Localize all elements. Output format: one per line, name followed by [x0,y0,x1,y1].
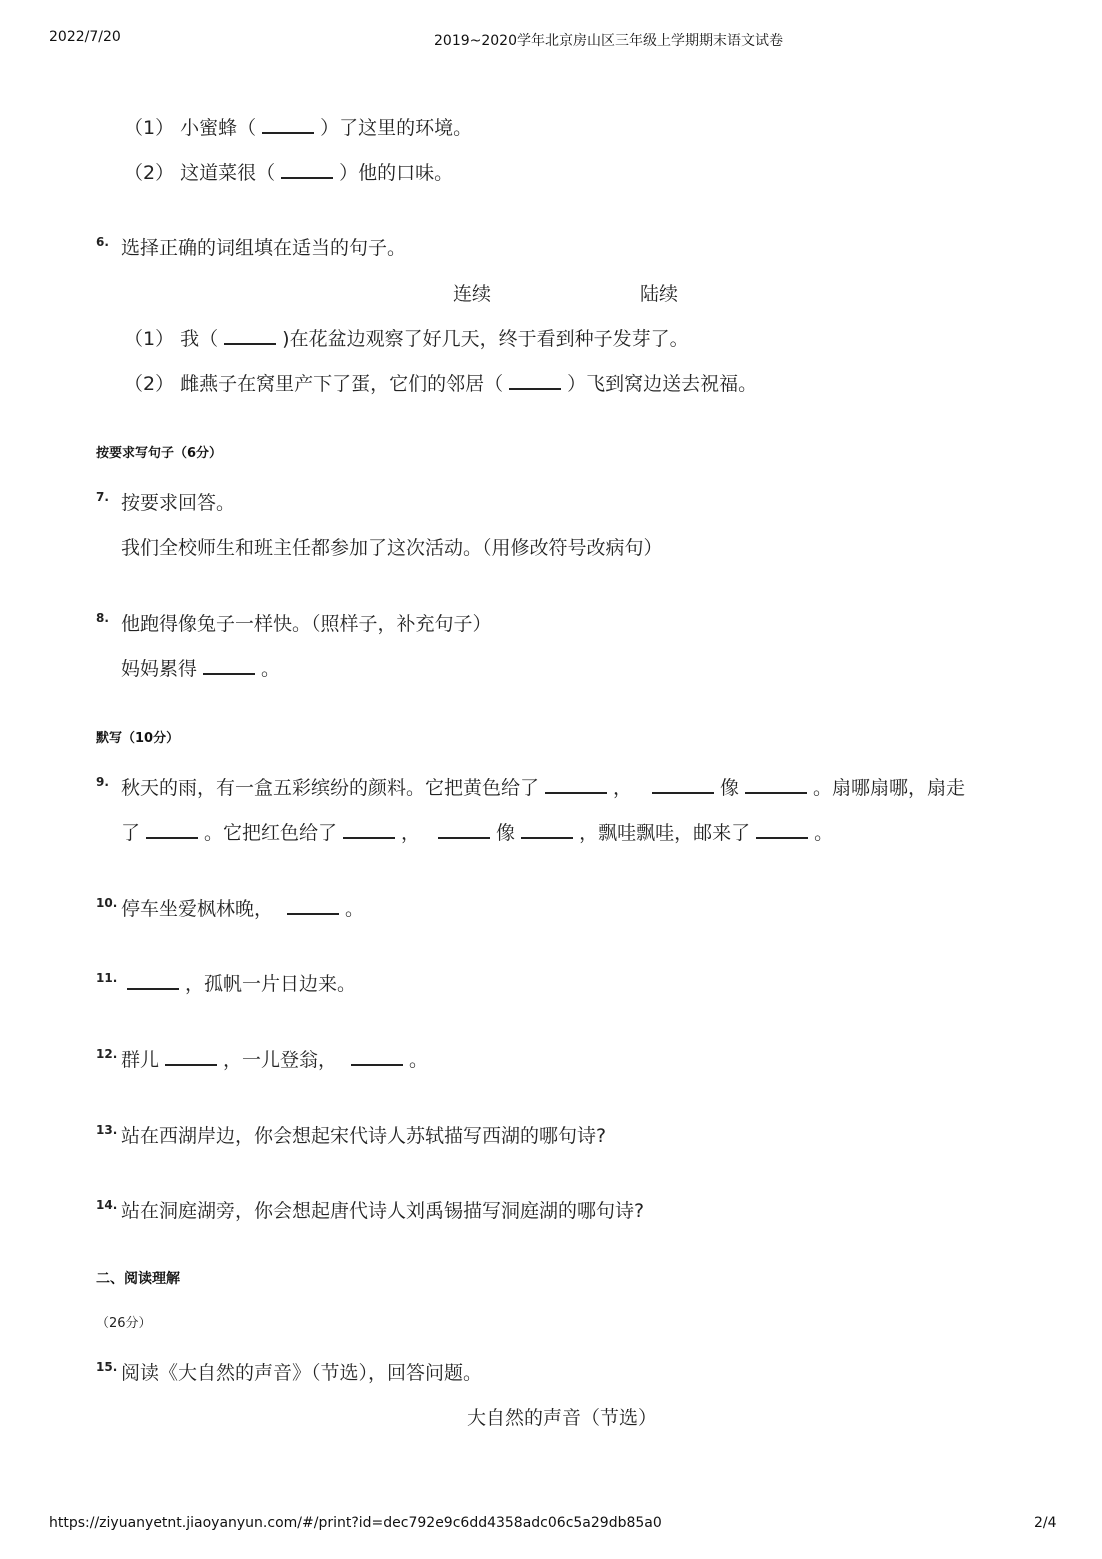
q6-prompt: 选择正确的词组填在适当的句子。 [121,237,407,259]
q9-blank-6[interactable] [438,823,490,839]
q5-item-1-text-b: ）了这里的环境。 [320,117,473,139]
q12-blank-1[interactable] [165,1050,217,1066]
q9-l1-text-b: ， [613,777,633,799]
q9-blank-7[interactable] [521,823,573,839]
q5-item-2-text-a: 这道菜很（ [180,162,276,184]
q9-l1-text-a: 秋天的雨，有一盒五彩缤纷的颜料。它把黄色给了 [121,777,540,799]
footer-url[interactable]: https://ziyuanyetnt.jiaoyanyun.com/#/print?id=dec792e9c6dd4358adc06c5a29db85a0 [49,1515,662,1531]
footer-page-number: 2/4 [1034,1515,1057,1531]
q5-item-1 [124,116,472,140]
q12-text-a: 群儿 [121,1049,160,1071]
q12-text-b: ，一儿登翁， [223,1049,338,1071]
q5-item-2-label: （2） [124,162,175,184]
q9-line-2 [121,821,833,845]
q15-prompt: 阅读《大自然的声音》（节选），回答问题。 [121,1362,483,1384]
section-heading-rewrite: 按要求写句子（6分） [96,446,223,461]
q6-option-1: 连续 [453,283,492,305]
q13-text: 站在西湖岸边，你会想起宋代诗人苏轼描写西湖的哪句诗? [121,1125,607,1147]
q11-number: 11. [96,971,118,985]
q6-item-1 [124,327,689,351]
q6-item-2-label: （2） [124,373,175,395]
q6-item-1-text-b: )在花盆边观察了好几天，终于看到种子发芽了。 [282,328,689,350]
q7-prompt: 按要求回答。 [121,492,236,514]
header-date: 2022/7/20 [49,29,121,45]
q9-blank-4[interactable] [146,823,198,839]
q5-item-2 [124,161,453,185]
q9-blank-5[interactable] [343,823,395,839]
q5-item-1-blank[interactable] [262,118,314,134]
q12-line [121,1048,428,1072]
q11-text-a: ，孤帆一片日边来。 [185,973,357,995]
q11-line [121,972,356,996]
q12-blank-2[interactable] [351,1050,403,1066]
q15-passage-title: 大自然的声音（节选） [467,1407,658,1429]
q8-text-b: 。 [261,658,281,680]
q5-item-1-text-a: 小蜜蜂（ [180,117,257,139]
q9-line-1 [121,776,965,800]
q6-item-2-text-a: 雌燕子在窝里产下了蛋，它们的邻居（ [180,373,504,395]
q8-number: 8. [96,611,109,625]
q6-item-1-text-a: 我（ [180,328,219,350]
section-reading-score: （26分） [96,1316,152,1331]
q6-number: 6. [96,235,109,249]
q10-text-a: 停车坐爱枫林晚， [121,898,274,920]
q6-item-1-blank[interactable] [224,329,276,345]
q9-blank-3[interactable] [745,778,807,794]
section-heading-reading: 二、阅读理解 [96,1271,180,1287]
q9-l2-text-a: 了 [121,822,141,844]
q9-number: 9. [96,775,109,789]
q8-prompt: 他跑得像兔子一样快。（照样子，补充句子） [121,613,492,635]
q9-blank-8[interactable] [756,823,808,839]
q10-blank[interactable] [287,899,339,915]
q9-l2-text-b: 。它把红色给了 [204,822,338,844]
q10-number: 10. [96,896,118,910]
q9-l2-text-d: 像 [496,822,516,844]
q12-text-c: 。 [409,1049,429,1071]
q12-number: 12. [96,1047,118,1061]
q9-l2-text-f: 。 [814,822,834,844]
q7-number: 7. [96,490,109,504]
q10-line [121,897,364,921]
q13-number: 13. [96,1123,118,1137]
q10-text-b: 。 [345,898,365,920]
q14-text: 站在洞庭湖旁，你会想起唐代诗人刘禹锡描写洞庭湖的哪句诗? [121,1200,645,1222]
q9-l1-text-d: 。扇哪扇哪，扇走 [813,777,966,799]
header-title: 2019~2020学年北京房山区三年级上学期期末语文试卷 [434,33,783,49]
q14-number: 14. [96,1198,118,1212]
q5-item-1-label: （1） [124,117,175,139]
q15-number: 15. [96,1360,118,1374]
q9-l2-text-c: ， [401,822,421,844]
q9-blank-2[interactable] [652,778,714,794]
q11-blank[interactable] [127,974,179,990]
q5-item-2-text-b: ）他的口味。 [339,162,454,184]
q6-item-2-blank[interactable] [509,374,561,390]
q6-item-2 [124,372,757,396]
q8-answer-line [121,657,280,681]
q5-item-2-blank[interactable] [281,163,333,179]
q9-l2-text-e: ，飘哇飘哇，邮来了 [579,822,751,844]
q7-sentence: 我们全校师生和班主任都参加了这次活动。（用修改符号改病句） [121,537,663,559]
q6-item-2-text-b: ）飞到窝边送去祝福。 [567,373,758,395]
section-heading-dictation: 默写（10分） [96,731,180,746]
q6-item-1-label: （1） [124,328,175,350]
q9-l1-text-c: 像 [720,777,740,799]
q8-blank[interactable] [203,659,255,675]
q8-text-a: 妈妈累得 [121,658,198,680]
q9-blank-1[interactable] [545,778,607,794]
q6-option-2: 陆续 [640,283,679,305]
